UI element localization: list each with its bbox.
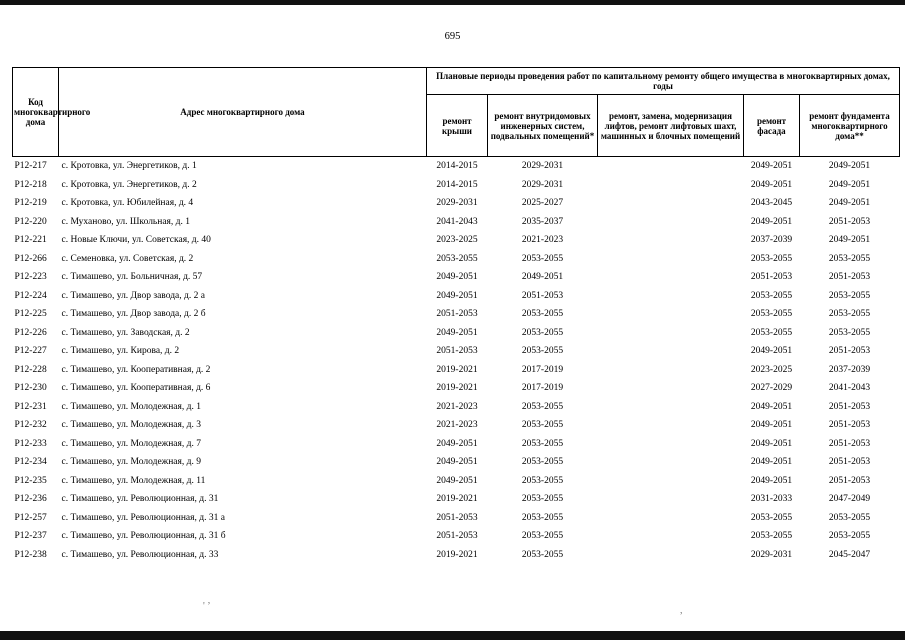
cell-facade: 2027-2029 xyxy=(750,383,793,393)
cell-code: P12-231 xyxy=(14,401,47,412)
cell-lifts xyxy=(598,361,744,380)
cell-code: P12-224 xyxy=(14,290,47,301)
cell-systems: 2053-2055 xyxy=(521,438,564,449)
cell-systems: 2053-2055 xyxy=(521,457,564,467)
cell-foundation: 2049-2051 xyxy=(828,198,871,208)
table-row xyxy=(13,231,900,250)
cell-code: P12-221 xyxy=(14,235,47,245)
cell-address: с. Тимашево, ул. Заводская, д. 2 xyxy=(61,327,190,338)
cell-facade: 2053-2055 xyxy=(750,290,793,301)
cell-roof: 2021-2023 xyxy=(436,401,478,412)
cell-systems: 2053-2055 xyxy=(521,475,564,486)
cell-lifts xyxy=(598,157,744,176)
cell-facade: 2053-2055 xyxy=(750,309,793,319)
cell-address: с. Тимашево, ул. Молодежная, д. 9 xyxy=(61,457,201,467)
table-body xyxy=(13,157,900,565)
cell-systems: 2053-2055 xyxy=(521,253,564,264)
cell-facade: 2049-2051 xyxy=(750,457,793,467)
cell-systems: 2053-2055 xyxy=(521,420,564,430)
cell-roof: 2019-2021 xyxy=(436,383,478,393)
table-row xyxy=(13,546,900,565)
cell-facade: 2049-2051 xyxy=(750,216,793,227)
cell-roof: 2049-2051 xyxy=(436,438,478,449)
cell-address: с. Тимашево, ул. Кооперативная, д. 6 xyxy=(61,383,211,393)
cell-code: P12-217 xyxy=(14,161,47,171)
cell-address: с. Тимашево, ул. Кооперативная, д. 2 xyxy=(61,364,211,375)
table-row xyxy=(13,435,900,454)
header-facade: ремонт фасада xyxy=(744,95,800,157)
cell-address: с. Тимашево, ул. Революционная, д. 33 xyxy=(61,549,219,560)
table-row xyxy=(13,342,900,361)
table-row xyxy=(13,268,900,287)
header-periods-title: Плановые периоды проведения работ по капитальному ремонту общего имущества в многоквартирных домах, годы xyxy=(427,68,900,95)
cell-foundation: 2051-2053 xyxy=(828,401,871,412)
cell-lifts xyxy=(598,509,744,528)
cell-facade: 2049-2051 xyxy=(750,475,793,486)
cell-facade: 2037-2039 xyxy=(750,235,793,245)
cell-code: P12-218 xyxy=(14,179,47,190)
cell-facade: 2049-2051 xyxy=(750,401,793,412)
cell-roof: 2019-2021 xyxy=(436,494,478,504)
cell-systems: 2053-2055 xyxy=(521,549,564,560)
cell-address: с. Тимашево, ул. Двор завода, д. 2 а xyxy=(61,290,205,301)
cell-roof: 2049-2051 xyxy=(436,327,478,338)
cell-address: с. Тимашево, ул. Революционная, д. 31 а xyxy=(61,512,225,523)
cell-code: P12-228 xyxy=(14,364,47,375)
table-row xyxy=(13,324,900,343)
header-address: Адрес многоквартирного дома xyxy=(59,68,427,157)
cell-code: P12-237 xyxy=(14,531,47,541)
cell-lifts xyxy=(598,435,744,454)
cell-code: P12-236 xyxy=(14,494,47,504)
cell-roof: 2053-2055 xyxy=(436,253,478,264)
cell-lifts xyxy=(598,176,744,195)
cell-roof: 2051-2053 xyxy=(436,346,478,356)
cell-roof: 2051-2053 xyxy=(436,531,478,541)
scan-speck: , xyxy=(680,605,683,616)
cell-systems: 2029-2031 xyxy=(521,179,564,190)
cell-roof: 2051-2053 xyxy=(436,512,478,523)
cell-facade: 2053-2055 xyxy=(750,531,793,541)
cell-systems: 2053-2055 xyxy=(521,401,564,412)
table-row xyxy=(13,453,900,472)
cell-systems: 2025-2027 xyxy=(521,198,564,208)
cell-roof: 2041-2043 xyxy=(436,216,478,227)
cell-code: P12-238 xyxy=(14,549,47,560)
cell-code: P12-257 xyxy=(14,512,47,523)
page-number: 695 xyxy=(444,31,461,42)
cell-systems: 2053-2055 xyxy=(521,309,564,319)
cell-lifts xyxy=(598,546,744,565)
cell-lifts xyxy=(598,268,744,287)
cell-lifts xyxy=(598,305,744,324)
cell-foundation: 2051-2053 xyxy=(828,457,871,467)
cell-address: с. Тимашево, ул. Кирова, д. 2 xyxy=(61,346,180,356)
cell-foundation: 2053-2055 xyxy=(828,512,871,523)
cell-roof: 2049-2051 xyxy=(436,475,478,486)
cell-systems: 2049-2051 xyxy=(521,272,564,282)
cell-roof: 2019-2021 xyxy=(436,549,478,560)
cell-lifts xyxy=(598,379,744,398)
table-row xyxy=(13,287,900,306)
cell-address: с. Тимашево, ул. Революционная, д. 31 xyxy=(61,494,219,504)
repair-schedule-table xyxy=(12,67,900,564)
table-row xyxy=(13,194,900,213)
cell-code: P12-220 xyxy=(14,216,47,227)
table-row xyxy=(13,305,900,324)
cell-address: с. Тимашево, ул. Молодежная, д. 11 xyxy=(61,475,206,486)
cell-facade: 2049-2051 xyxy=(750,179,793,190)
cell-address: с. Муханово, ул. Школьная, д. 1 xyxy=(61,216,191,227)
scan-bottom-border xyxy=(0,631,905,640)
cell-foundation: 2049-2051 xyxy=(828,235,871,245)
table-row xyxy=(13,416,900,435)
cell-facade: 2053-2055 xyxy=(750,512,793,523)
table-row xyxy=(13,509,900,528)
cell-address: с. Тимашево, ул. Молодежная, д. 7 xyxy=(61,438,201,449)
cell-foundation: 2053-2055 xyxy=(828,253,871,264)
scan-speck: ' ’ xyxy=(203,601,211,612)
cell-foundation: 2049-2051 xyxy=(828,161,871,171)
cell-systems: 2017-2019 xyxy=(521,383,564,393)
cell-lifts xyxy=(598,324,744,343)
cell-lifts xyxy=(598,453,744,472)
cell-facade: 2049-2051 xyxy=(750,438,793,449)
cell-lifts xyxy=(598,194,744,213)
cell-lifts xyxy=(598,416,744,435)
cell-code: P12-232 xyxy=(14,420,47,430)
cell-roof: 2014-2015 xyxy=(436,179,478,190)
cell-facade: 2029-2031 xyxy=(750,549,793,560)
cell-address: с. Семеновка, ул. Советская, д. 2 xyxy=(61,253,194,264)
header-code: Код многоквартирного дома xyxy=(13,68,59,157)
cell-facade: 2049-2051 xyxy=(750,420,793,430)
cell-roof: 2051-2053 xyxy=(436,309,478,319)
header-systems: ремонт внутридомовых инженерных систем, подвальных помещений* xyxy=(488,95,598,157)
cell-lifts xyxy=(598,342,744,361)
cell-roof: 2049-2051 xyxy=(436,457,478,467)
cell-lifts xyxy=(598,398,744,417)
cell-lifts xyxy=(598,213,744,232)
cell-code: P12-227 xyxy=(14,346,47,356)
cell-foundation: 2051-2053 xyxy=(828,420,871,430)
table-row xyxy=(13,157,900,176)
header-lifts: ремонт, замена, модернизация лифтов, ремонт лифтовых шахт, машинных и блочных помещений xyxy=(598,95,744,157)
scan-top-border xyxy=(0,0,905,5)
cell-address: с. Тимашево, ул. Молодежная, д. 3 xyxy=(61,420,201,430)
cell-foundation: 2047-2049 xyxy=(828,494,871,504)
cell-code: P12-219 xyxy=(14,198,47,208)
table-row xyxy=(13,490,900,509)
cell-facade: 2023-2025 xyxy=(750,364,793,375)
header-foundation: ремонт фундамента многоквартирного дома** xyxy=(800,95,900,157)
cell-systems: 2017-2019 xyxy=(521,364,564,375)
cell-address: с. Тимашево, ул. Молодежная, д. 1 xyxy=(61,401,201,412)
cell-roof: 2029-2031 xyxy=(436,198,478,208)
cell-foundation: 2051-2053 xyxy=(828,346,871,356)
cell-systems: 2053-2055 xyxy=(521,346,564,356)
cell-lifts xyxy=(598,287,744,306)
cell-lifts xyxy=(598,490,744,509)
cell-roof: 2021-2023 xyxy=(436,420,478,430)
cell-address: с. Тимашево, ул. Больничная, д. 57 xyxy=(61,272,203,282)
cell-lifts xyxy=(598,231,744,250)
table-row xyxy=(13,213,900,232)
cell-roof: 2049-2051 xyxy=(436,272,478,282)
cell-roof: 2023-2025 xyxy=(436,235,478,245)
cell-address: с. Тимашево, ул. Двор завода, д. 2 б xyxy=(61,309,206,319)
cell-lifts xyxy=(598,527,744,546)
cell-systems: 2035-2037 xyxy=(521,216,564,227)
table-row xyxy=(13,398,900,417)
cell-code: P12-235 xyxy=(14,475,47,486)
cell-foundation: 2053-2055 xyxy=(828,327,871,338)
cell-foundation: 2037-2039 xyxy=(828,364,871,375)
cell-systems: 2053-2055 xyxy=(521,327,564,338)
cell-systems: 2053-2055 xyxy=(521,531,564,541)
cell-facade: 2049-2051 xyxy=(750,161,793,171)
cell-facade: 2053-2055 xyxy=(750,253,793,264)
cell-systems: 2051-2053 xyxy=(521,290,564,301)
cell-address: с. Тимашево, ул. Революционная, д. 31 б xyxy=(61,531,226,541)
cell-roof: 2019-2021 xyxy=(436,364,478,375)
cell-systems: 2053-2055 xyxy=(521,512,564,523)
cell-systems: 2053-2055 xyxy=(521,494,564,504)
table-row xyxy=(13,361,900,380)
cell-systems: 2029-2031 xyxy=(521,161,564,171)
header-roof: ремонт крыши xyxy=(427,95,488,157)
cell-code: P12-226 xyxy=(14,327,47,338)
cell-foundation: 2051-2053 xyxy=(828,272,871,282)
cell-foundation: 2053-2055 xyxy=(828,531,871,541)
cell-foundation: 2049-2051 xyxy=(828,179,871,190)
cell-foundation: 2053-2055 xyxy=(828,290,871,301)
cell-foundation: 2041-2043 xyxy=(828,383,871,393)
cell-facade: 2053-2055 xyxy=(750,327,793,338)
cell-address: с. Кротовка, ул. Юбилейная, д. 4 xyxy=(61,198,194,208)
cell-foundation: 2051-2053 xyxy=(828,438,871,449)
cell-roof: 2014-2015 xyxy=(436,161,478,171)
cell-foundation: 2053-2055 xyxy=(828,309,871,319)
table-row xyxy=(13,250,900,269)
cell-code: P12-225 xyxy=(14,309,47,319)
cell-systems: 2021-2023 xyxy=(521,235,564,245)
cell-lifts xyxy=(598,472,744,491)
cell-code: P12-233 xyxy=(14,438,47,449)
cell-code: P12-223 xyxy=(14,272,47,282)
cell-foundation: 2051-2053 xyxy=(828,216,871,227)
cell-code: P12-234 xyxy=(14,457,47,467)
cell-facade: 2031-2033 xyxy=(750,494,793,504)
cell-facade: 2043-2045 xyxy=(750,198,793,208)
table-row xyxy=(13,176,900,195)
cell-lifts xyxy=(598,250,744,269)
cell-foundation: 2045-2047 xyxy=(828,549,871,560)
table-row xyxy=(13,472,900,491)
cell-address: с. Новые Ключи, ул. Советская, д. 40 xyxy=(61,235,211,245)
cell-address: с. Кротовка, ул. Энергетиков, д. 2 xyxy=(61,179,197,190)
cell-code: P12-230 xyxy=(14,383,47,393)
table-row xyxy=(13,527,900,546)
cell-facade: 2049-2051 xyxy=(750,346,793,356)
cell-foundation: 2051-2053 xyxy=(828,475,871,486)
table-row xyxy=(13,379,900,398)
cell-facade: 2051-2053 xyxy=(750,272,793,282)
cell-address: с. Кротовка, ул. Энергетиков, д. 1 xyxy=(61,161,197,171)
cell-roof: 2049-2051 xyxy=(436,290,478,301)
cell-code: P12-266 xyxy=(14,253,47,264)
